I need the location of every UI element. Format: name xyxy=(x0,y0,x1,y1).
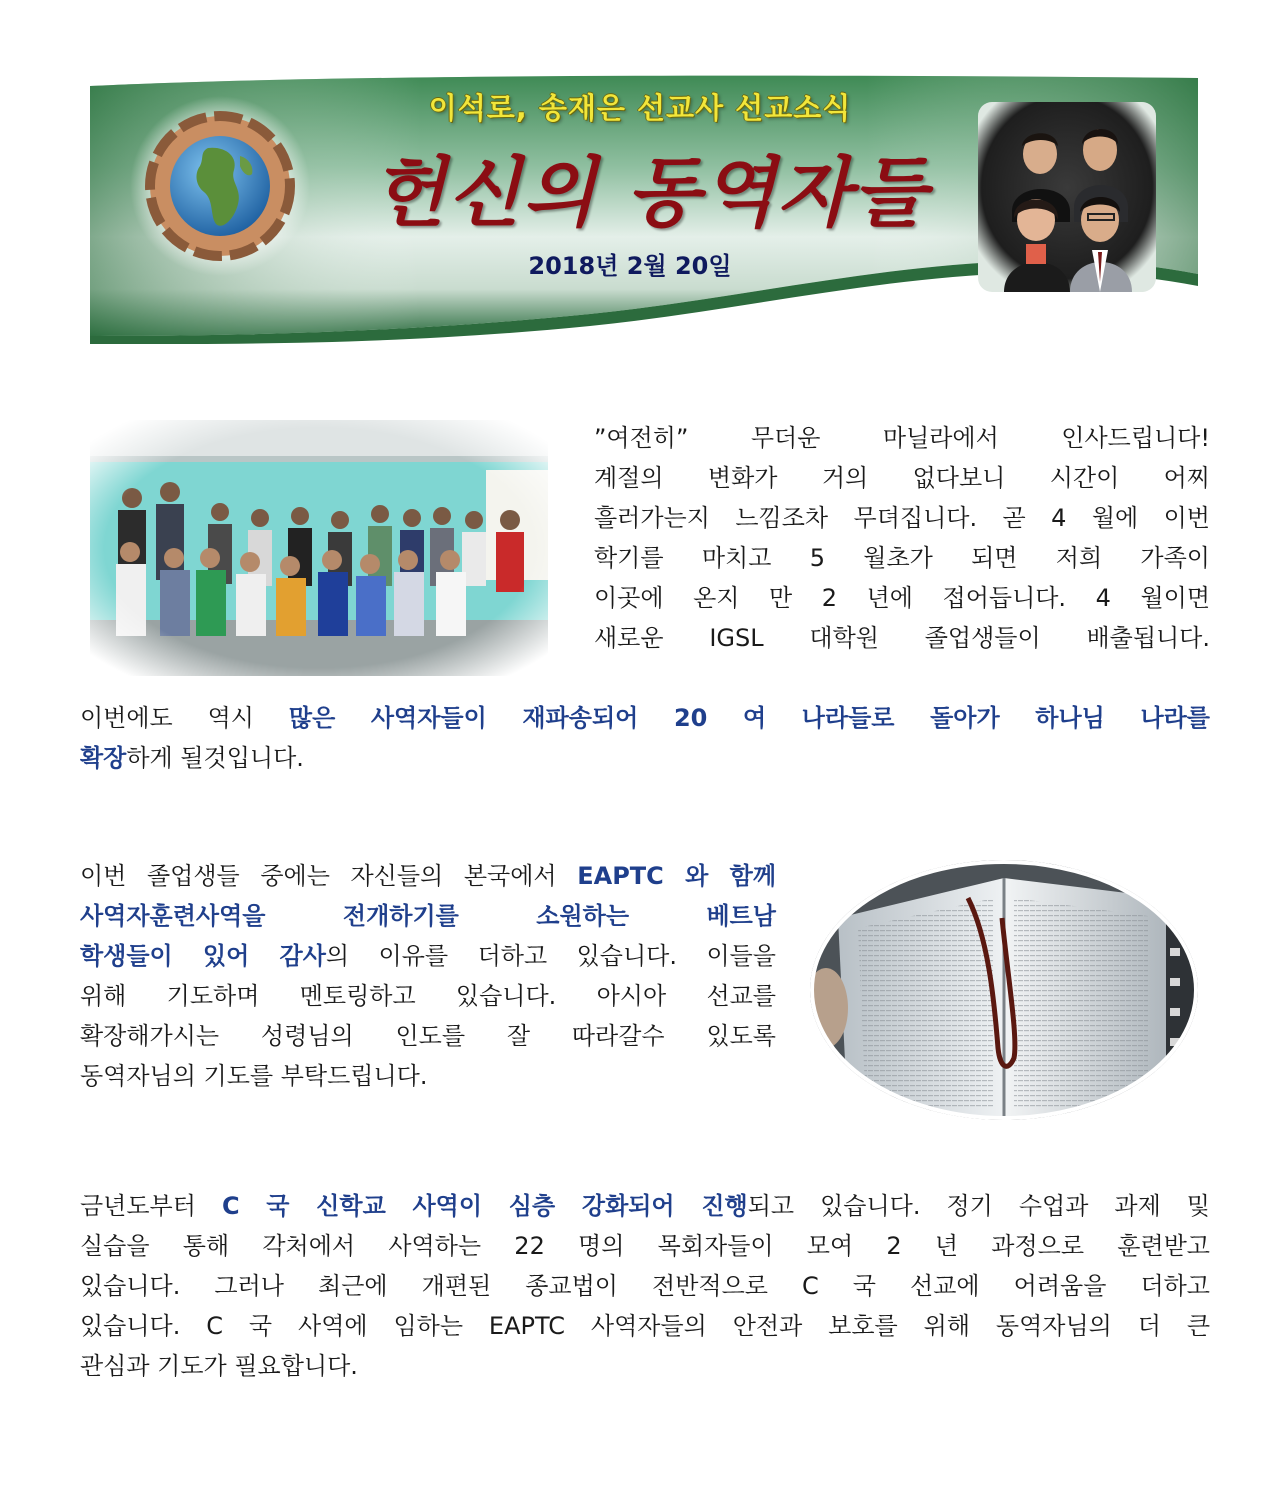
highlighted-text: 확장 xyxy=(80,744,127,772)
text-line: 확장해가시는 성령님의 인도를 잘 따라갈수 있도록 xyxy=(80,1022,776,1050)
missionary-family-photo xyxy=(978,102,1156,292)
greeting-lines-full xyxy=(80,698,1210,778)
newsletter-banner xyxy=(90,74,1198,344)
text-run: 의 이유를 더하고 있습니다. 이들을 xyxy=(325,942,776,970)
text-line: 계절의 변화가 거의 없다보니 시간이 어찌 xyxy=(594,464,1210,492)
text-line xyxy=(80,936,776,976)
highlighted-text: 많은 사역자들이 재파송되어 20 여 나라들로 돌아가 하나님 나라를 xyxy=(288,704,1210,732)
text-line: 실습을 통해 각처에서 사역하는 22 명의 목회자들이 모여 2 년 과정으로 훈련받고 xyxy=(80,1232,1210,1260)
text-line xyxy=(80,856,776,896)
text-run: 이번 졸업생들 중에는 자신들의 본국에서 xyxy=(80,862,578,890)
highlighted-text: 학생들이 있어 감사 xyxy=(80,942,326,970)
text-line: 있습니다. C 국 사역에 임하는 EAPTC 사역자들의 안전과 보호를 위해 동역자님의 더 큰 xyxy=(80,1312,1210,1340)
text-run: 이번에도 역시 xyxy=(80,704,289,732)
greeting-lines xyxy=(594,418,1210,658)
graduates-group-photo xyxy=(90,420,548,676)
text-line xyxy=(80,738,1210,778)
newsletter-title: 헌신의 동역자들 xyxy=(371,148,929,237)
paragraph-vietnam-students xyxy=(80,856,776,1096)
text-line xyxy=(80,1186,1210,1226)
hands-around-globe-logo xyxy=(130,96,310,276)
text-line: 이곳에 온지 만 2 년에 접어듭니다. 4 월이면 xyxy=(594,584,1210,612)
open-bible-photo xyxy=(808,858,1200,1122)
highlighted-text: 사역자훈련사역을 전개하기를 소원하는 베트남 xyxy=(80,902,776,930)
text-line: ”여전히” 무더운 마닐라에서 인사드립니다! xyxy=(594,424,1210,452)
text-run: 금년도부터 xyxy=(80,1192,222,1220)
paragraph-c-country-seminary xyxy=(80,1186,1210,1386)
text-run: 하게 될것입니다. xyxy=(126,744,304,772)
text-line xyxy=(80,698,1210,738)
text-line: 흘러가는지 느낌조차 무뎌집니다. 곧 4 월에 이번 xyxy=(594,504,1210,532)
newsletter-subtitle: 이석로, 송재은 선교사 선교소식 xyxy=(428,91,852,125)
text-line: 관심과 기도가 필요합니다. xyxy=(80,1352,358,1380)
text-line: 있습니다. 그러나 최근에 개편된 종교법이 전반적으로 C 국 선교에 어려움을 더하고 xyxy=(80,1272,1210,1300)
newsletter-date: 2018년 2월 20일 xyxy=(528,252,732,280)
text-line: 위해 기도하며 멘토링하고 있습니다. 아시아 선교를 xyxy=(80,982,776,1010)
text-line: 새로운 IGSL 대학원 졸업생들이 배출됩니다. xyxy=(594,624,1210,652)
highlighted-text: EAPTC 와 함께 xyxy=(577,862,776,890)
text-run: 되고 있습니다. 정기 수업과 과제 및 xyxy=(747,1192,1210,1220)
text-line: 동역자님의 기도를 부탁드립니다. xyxy=(80,1062,428,1090)
highlighted-text: C 국 신학교 사역이 심층 강화되어 진행 xyxy=(221,1192,748,1220)
text-line: 학기를 마치고 5 월초가 되면 저희 가족이 xyxy=(594,544,1210,572)
